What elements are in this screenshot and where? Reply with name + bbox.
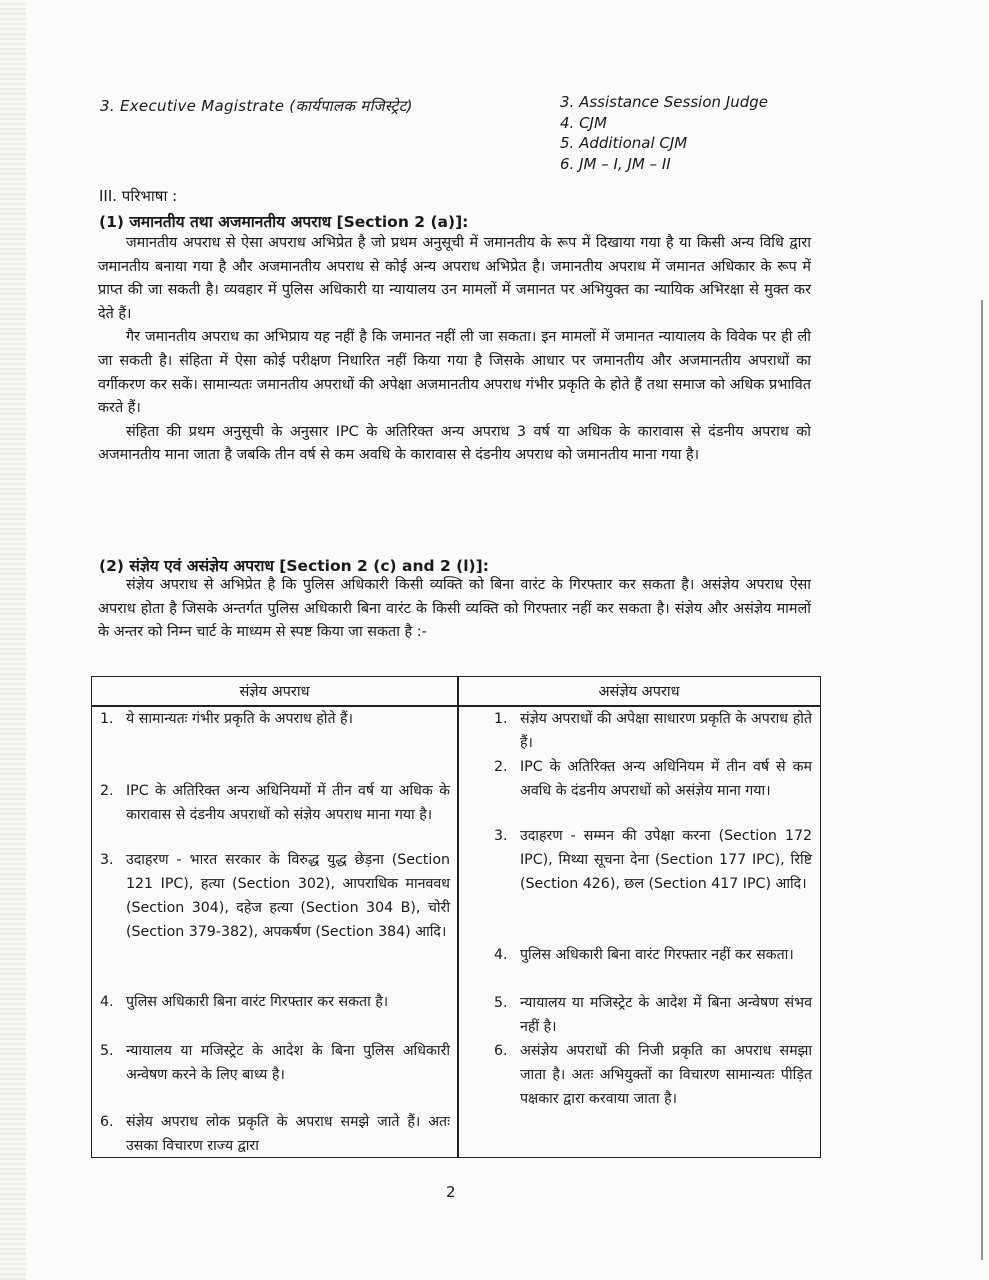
item-number: 3.: [494, 828, 508, 844]
left-item: [100, 848, 450, 944]
magistrate-list-item: 5. Additional CJM: [560, 134, 688, 152]
subsection-2-body: [98, 574, 811, 645]
comparison-chart: [91, 676, 821, 1158]
chart-left-header: संज्ञेय अपराध: [239, 684, 310, 700]
paragraph: गैर जमानतीय अपराध का अभिप्राय यह नहीं है कि जमानत नहीं ली जा सकता। इन मामलों में जमानत न्यायालय के विवेक पर ही ली जा सकती है। संहिता में ऐसा कोई परीक्षण निधारित नहीं किया गया है जिसके आधार पर जमानतीय और अजमानतीय अपराधों का वर्गीकरण कर सकें। सामान्यतः जमानतीय अपराधों की अपेक्षा अजमानतीय अपराध गंभीर प्रकृति के होते हैं तथा समाज को अधिक प्रभावित करते हैं।: [98, 329, 811, 417]
executive-magistrate-line: 3. Executive Magistrate (कार्यपालक मजिस्ट्रेट): [100, 97, 413, 115]
right-item: [494, 991, 812, 1039]
item-number: 5.: [100, 1043, 114, 1059]
item-text: न्यायालय या मजिस्ट्रेट के आदेश के बिना पुलिस अधिकारी अन्वेषण करने के लिए बाध्य है।: [126, 1043, 450, 1083]
item-number: 6.: [494, 1043, 508, 1059]
item-number: 2.: [494, 759, 508, 775]
item-text: उदाहरण - सम्मन की उपेक्षा करना (Section 172 IPC), मिथ्या सूचना देना (Section 177 IPC), रिष्टि (Section 426), छल (Section 417 IPC) आदि।: [520, 828, 812, 892]
page-number: 2: [446, 1183, 456, 1201]
right-item: [494, 824, 812, 896]
item-number: 2.: [100, 783, 114, 799]
chart-right-header: असंज्ञेय अपराध: [598, 684, 680, 700]
item-text: पुलिस अधिकारी बिना वारंट गिरफ्तार कर सकता है।: [126, 994, 389, 1010]
right-item: [494, 755, 812, 803]
left-item: [100, 707, 450, 731]
item-number: 6.: [100, 1114, 114, 1130]
chart-column-divider: [457, 677, 459, 1157]
subsection-1-body: [98, 232, 811, 468]
magistrate-list-item: 6. JM – I, JM – II: [560, 154, 671, 173]
item-text: उदाहरण - भारत सरकार के विरुद्ध युद्ध छेड़ना (Section 121 IPC), हत्या (Section 302), आपराधिक मानववध (Section 304), दहेज हत्या (Section 304 B), चोरी (Section 379-382), अपकर्षण (Section 384) आदि।: [126, 852, 450, 940]
magistrate-list: [560, 92, 768, 174]
item-text: IPC के अतिरिक्त अन्य अधिनियम में तीन वर्ष से कम अवधि के दंडनीय अपराधों को असंज्ञेय माना गया।: [520, 759, 812, 799]
item-number: 4.: [494, 947, 508, 963]
item-text: असंज्ञेय अपराधों की निजी प्रकृति का अपराध समझा जाता है। अतः अभियुक्तों का विचारण सामान्यतः पीड़ित पक्षकार द्वारा करवाया जाता है।: [520, 1043, 812, 1107]
subsection-1-heading: (1) जमानतीय तथा अजमानतीय अपराध [Section 2 (a)]:: [99, 213, 469, 231]
paragraph: संहिता की प्रथम अनुसूची के अनुसार IPC के अतिरिक्त अन्य अपराध 3 वर्ष या अधिक के कारावास से दंडनीय अपराध को अजमानतीय माना जाता है जबकि तीन वर्ष से कम अवधि के कारावास से दंडनीय अपराध को जमानतीय माना गया है।: [98, 423, 811, 464]
left-item: [100, 779, 450, 827]
item-text: IPC के अतिरिक्त अन्य अधिनियमों में तीन वर्ष या अधिक के कारावास से दंडनीय अपराधों को संज्ञेय अपराध माना गया है।: [126, 783, 450, 823]
left-item: [100, 1039, 450, 1087]
item-number: 1.: [100, 711, 114, 727]
item-number: 4.: [100, 994, 114, 1010]
item-number: 1.: [494, 711, 508, 727]
right-item: [494, 1039, 812, 1111]
item-text: संज्ञेय अपराधों की अपेक्षा साधारण प्रकृति के अपराध होते हैं।: [520, 711, 812, 751]
scan-edge-left: [0, 0, 26, 1280]
right-item: [494, 943, 812, 967]
magistrate-list-item: 3. Assistance Session Judge: [560, 93, 768, 111]
item-text: न्यायालय या मजिस्ट्रेट के आदेश में बिना अन्वेषण संभव नहीं है।: [520, 995, 812, 1035]
item-text: ये सामान्यतः गंभीर प्रकृति के अपराध होते हैं।: [126, 711, 353, 727]
subsection-2-heading: (2) संज्ञेय एवं असंज्ञेय अपराध [Section 2 (c) and 2 (l)]:: [99, 557, 489, 575]
paragraph: जमानतीय अपराध से ऐसा अपराध अभिप्रेत है जो प्रथम अनुसूची में जमानतीय के रूप में दिखाया गया है या किसी अन्य विधि द्वारा जमानतीय बनाया गया है और अजमानतीय अपराध से कोई अन्य अपराध अभिप्रेत है। जमानतीय अपराध में जमानत अधिकार के रूप में प्राप्त की जा सकती है। व्यवहार में पुलिस अधिकारी या न्यायालय उन मामलों में जमानत पर अभियुक्त का न्यायिक अभिरक्षा से मुक्त कर देते हैं।: [98, 235, 811, 322]
item-text: पुलिस अधिकारी बिना वारंट गिरफ्तार नहीं कर सकता।: [520, 947, 794, 963]
item-number: 3.: [100, 852, 114, 868]
left-item: [100, 1110, 450, 1158]
magistrate-list-item: 4. CJM: [560, 113, 607, 132]
item-text: संज्ञेय अपराध लोक प्रकृति के अपराध समझे जाते हैं। अतः उसका विचारण राज्य द्वारा: [126, 1114, 450, 1154]
right-item: [494, 707, 812, 755]
item-number: 5.: [494, 995, 508, 1011]
scan-edge-right: [981, 300, 983, 1260]
section-heading: III. परिभाषा :: [99, 187, 178, 205]
left-item: [100, 990, 450, 1014]
paragraph: संज्ञेय अपराध से अभिप्रेत है कि पुलिस अधिकारी किसी व्यक्ति को बिना वारंट के गिरफ्तार कर सकता है। असंज्ञेय अपराध ऐसा अपराध होता है जिसके अन्तर्गत पुलिस अधिकारी बिना वारंट के किसी व्यक्ति को गिरफ्तार नहीं कर सकता है। संज्ञेय और असंज्ञेय मामलों के अन्तर को निम्न चार्ट के माध्यम से स्पष्ट किया जा सकता है :-: [98, 577, 811, 641]
